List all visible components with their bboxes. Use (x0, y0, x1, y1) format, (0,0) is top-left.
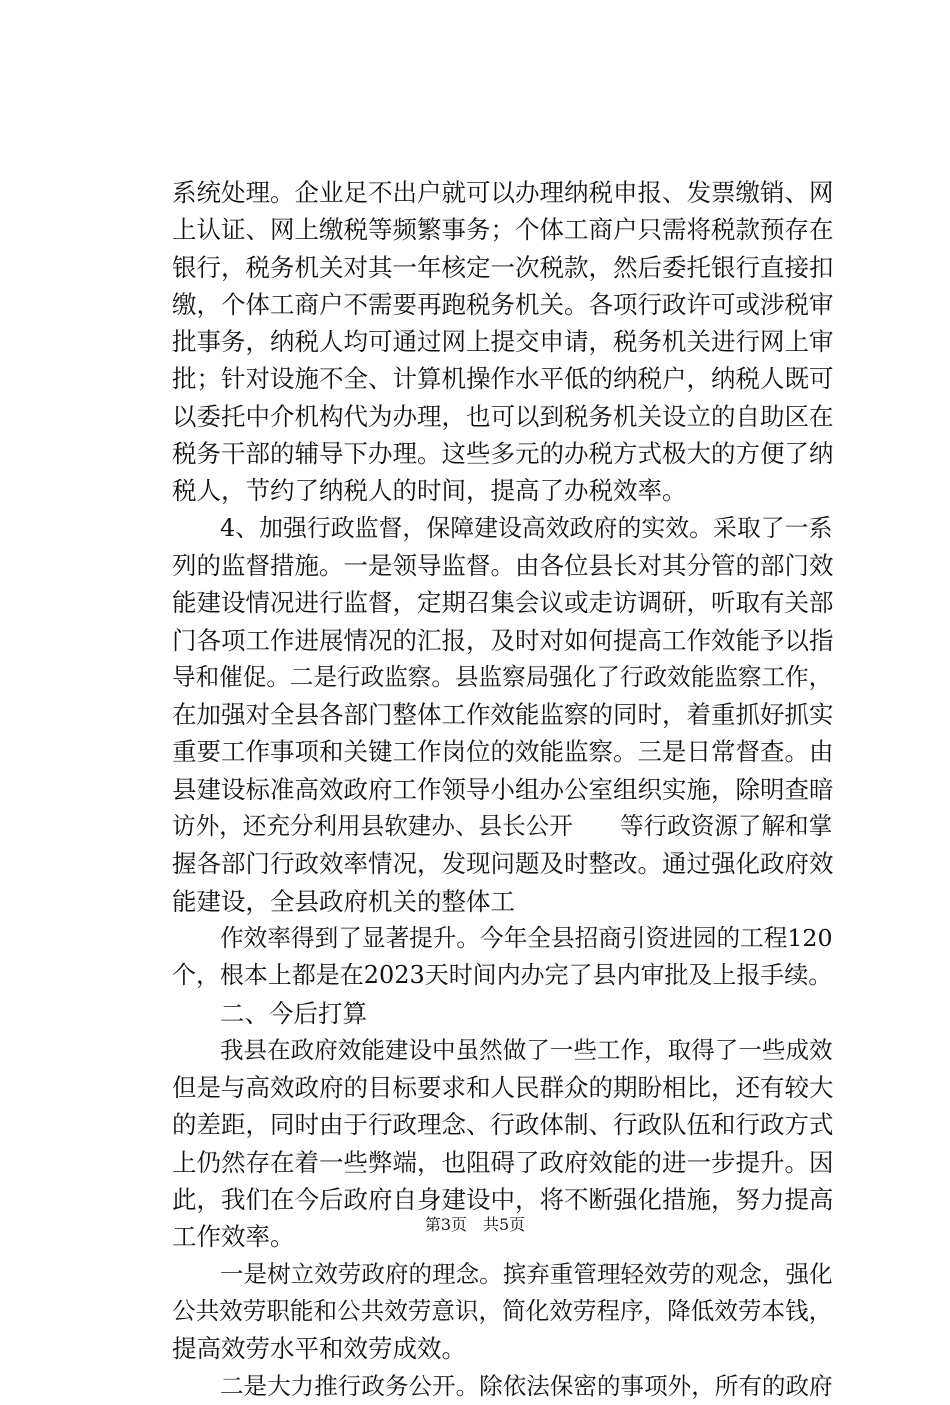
text-line: 能建设情况进行监督，定期召集会议或走访调研，听取有关部 (172, 588, 834, 618)
page-footer: 第3页 共5页 (424, 1215, 526, 1234)
text-line: 4、加强行政监督，保障建设高效政府的实效。采取了一系 (220, 513, 833, 542)
text-line: 二是大力推行政务公开。除依法保密的事项外，所有的政府 (220, 1371, 833, 1400)
text-line: 一是树立效劳政府的理念。摈弃重管理轻效劳的观念，强化 (220, 1259, 833, 1288)
text-line: 访外，还充分利用县软建办、县长公开 等行政资源了解和掌 (172, 812, 833, 841)
text-line: 以委托中介机构代为办理，也可以到税务机关设立的自助区在 (172, 401, 834, 431)
text-line: 上仍然存在着一些弊端，也阻碍了政府效能的进一步提升。因 (172, 1147, 834, 1177)
text-line: 县建设标准高效政府工作领导小组办公室组织实施，除明查暗 (172, 774, 834, 804)
text-line: 在加强对全县各部门整体工作效能监察的同时，着重抓好抓实 (172, 700, 834, 730)
text-line: 上认证、网上缴税等频繁事务；个体工商户只需将税款预存在 (172, 215, 834, 245)
text-line: 我县在政府效能建设中虽然做了一些工作，取得了一些成效 (220, 1035, 833, 1064)
text-line: 能建设，全县政府机关的整体工 (172, 886, 515, 916)
text-line: 公共效劳职能和公共效劳意识，简化效劳程序，降低效劳本钱， (172, 1296, 833, 1325)
section-heading: 二、今后打算 (220, 998, 367, 1028)
text-line: 此，我们在今后政府自身建设中，将不断强化措施，努力提高 (172, 1185, 834, 1215)
text-line: 缴，个体工商户不需要再跑税务机关。各项行政许可或涉税审 (172, 289, 834, 319)
text-line: 握各部门行政效率情况，发现问题及时整改。通过强化政府效 (172, 849, 834, 879)
text-line: 批事务，纳税人均可通过网上提交申请，税务机关进行网上审 (172, 327, 834, 357)
text-line: 税人，节约了纳税人的时间，提高了办税效率。 (172, 476, 687, 506)
text-line: 的差距，同时由于行政理念、行政体制、行政队伍和行政方式 (172, 1110, 834, 1140)
text-line: 系统处理。企业足不出户就可以办理纳税申报、发票缴销、网 (172, 178, 834, 207)
text-line: 作效率得到了显著提升。今年全县招商引资进园的工程120 (220, 923, 833, 952)
text-line: 导和催促。二是行政监察。县监察局强化了行政效能监察工作， (172, 662, 833, 691)
text-line: 批；针对设施不全、计算机操作水平低的纳税户，纳税人既可 (172, 364, 834, 394)
text-line: 银行，税务机关对其一年核定一次税款，然后委托银行直接扣 (172, 252, 834, 282)
text-line: 工作效率。 (172, 1222, 295, 1252)
text-line: 但是与高效政府的目标要求和人民群众的期盼相比，还有较大 (172, 1073, 834, 1103)
text-line: 重要工作事项和关键工作岗位的效能监察。三是日常督查。由 (172, 737, 834, 767)
text-line: 个，根本上都是在2023天时间内办完了县内审批及上报手续。 (172, 961, 833, 990)
text-line: 税务干部的辅导下办理。这些多元的办税方式极大的方便了纳 (172, 439, 834, 469)
text-line: 提高效劳水平和效劳成效。 (172, 1334, 466, 1364)
text-line: 门各项工作进展情况的汇报，及时对如何提高工作效能予以指 (172, 625, 834, 655)
text-line: 列的监督措施。一是领导监督。由各位县长对其分管的部门效 (172, 550, 834, 580)
